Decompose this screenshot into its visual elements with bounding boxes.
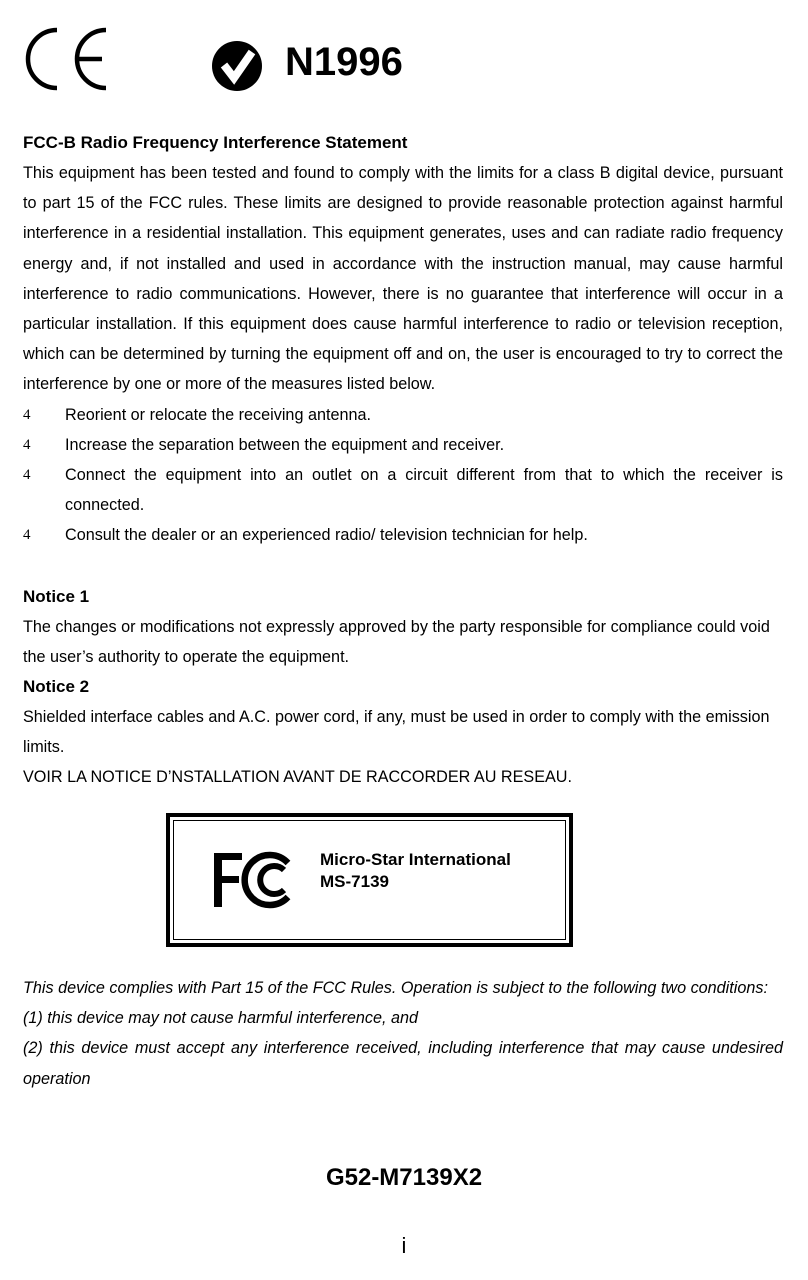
measures-list [23,400,783,551]
model-number: MS-7139 [320,872,389,891]
list-item [23,400,783,430]
compliance-condition-1: (1) this device may not cause harmful interference, and [23,1009,418,1028]
list-item [23,520,783,550]
bullet-icon: 4 [23,527,31,544]
fcc-statement-title: FCC-B Radio Frequency Interference Statement [23,133,408,152]
measure-text: Increase the separation between the equipment and receiver. [65,435,505,454]
ce-mark-icon [22,24,112,96]
measure-text: Connect the equipment into an outlet on a circuit different from that to which the receiver is connected. [65,466,783,515]
bullet-icon: 4 [23,436,31,453]
bullet-icon: 4 [23,406,31,423]
page-number: i [401,1233,407,1258]
fcc-statement-body: This equipment has been tested and found to comply with the limits for a class B digital device, pursuant to part 15 of the FCC rules. These limits are designed to provide reasonable protection against harmful interference in a residential installation. This equipment generates, uses and can radiate radio frequency energy and, if not installed and used in accordance with the instruction manual, may cause harmful interference to radio communications. However, there is no guarantee that interference will occur in a particular installation. If this equipment does cause harmful interference to radio or television reception, which can be determined by turning the equipment off and on, the user is encouraged to try to correct the interference by one or more of the measures listed below. [23,164,783,394]
fcc-label-box [166,813,573,947]
notice-2-title: Notice 2 [23,677,90,696]
notice-2-section [23,672,783,793]
fcc-statement-section [23,128,783,551]
notice-1-title: Notice 1 [23,587,90,606]
fcc-label-inner-border [173,820,566,940]
notice-2-body: Shielded interface cables and A.C. power cord, if any, must be used in order to comply with the emission limits. [23,708,770,757]
fcc-logo-icon [212,851,294,909]
list-item [23,460,783,520]
list-item [23,430,783,460]
measure-text: Consult the dealer or an experienced radio/ television technician for help. [65,526,588,545]
compliance-intro: This device complies with Part 15 of the FCC Rules. Operation is subject to the following two conditions: [23,979,768,997]
bullet-icon: 4 [23,467,31,484]
notice-1-body: The changes or modifications not expressly approved by the party responsible for compliance could void the user’s authority to operate the equipment. [23,618,770,667]
compliance-condition-2: (2) this device must accept any interference received, including interference that may cause undesired operation [23,1039,783,1088]
manufacturer-name: Micro-Star International [320,850,511,869]
fcc-label-text [320,849,511,893]
french-notice: VOIR LA NOTICE D’NSTALLATION AVANT DE RACCORDER AU RESEAU. [23,768,572,787]
c-tick-mark-icon [210,40,266,92]
measure-text: Reorient or relocate the receiving antenna. [65,405,371,424]
certification-number: N1996 [285,40,403,84]
notice-1-section [23,582,783,672]
document-code: G52-M7139X2 [325,1164,483,1191]
compliance-statement [23,973,783,1094]
